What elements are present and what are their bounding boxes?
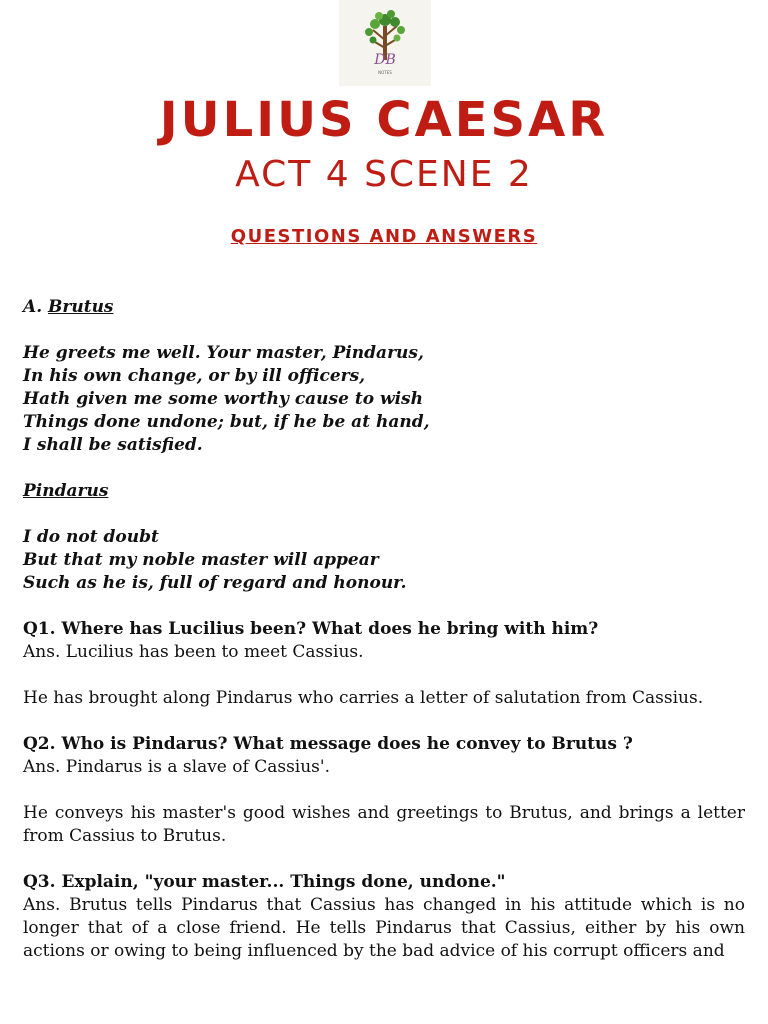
logo bbox=[339, 0, 431, 86]
logo-letters: DB bbox=[374, 52, 396, 68]
verse-line: Things done undone; but, if he be at hand, bbox=[23, 412, 430, 432]
verse-line: Such as he is, full of regard and honour. bbox=[23, 573, 407, 593]
passage-label: A. bbox=[23, 297, 43, 317]
verse-line: He greets me well. Your master, Pindarus, bbox=[23, 343, 424, 363]
document-body bbox=[23, 296, 745, 963]
tree-icon bbox=[339, 0, 431, 86]
question-3: Q3. Explain, "your master... Things done, undone." bbox=[23, 872, 506, 892]
verse-line: I do not doubt bbox=[23, 527, 159, 547]
logo-tagline: NOTES bbox=[378, 70, 392, 75]
section-heading: QUESTIONS AND ANSWERS bbox=[230, 226, 538, 247]
answer-2-line-2: He conveys his master's good wishes and greetings to Brutus, and brings a letter from Cassius to Brutus. bbox=[23, 803, 745, 846]
page-subtitle: ACT 4 SCENE 2 bbox=[235, 154, 533, 195]
speaker-name: Pindarus bbox=[23, 481, 109, 501]
verse-line: I shall be satisfied. bbox=[23, 435, 203, 455]
verse-line: But that my noble master will appear bbox=[23, 550, 379, 570]
answer-1-line-1: Ans. Lucilius has been to meet Cassius. bbox=[23, 642, 364, 662]
question-1: Q1. Where has Lucilius been? What does he bring with him? bbox=[23, 619, 599, 639]
verse-line: In his own change, or by ill officers, bbox=[23, 366, 366, 386]
question-2: Q2. Who is Pindarus? What message does he convey to Brutus ? bbox=[23, 734, 633, 754]
speaker-brutus bbox=[23, 296, 745, 319]
verse-line: Hath given me some worthy cause to wish bbox=[23, 389, 423, 409]
answer-1-line-2: He has brought along Pindarus who carries a letter of salutation from Cassius. bbox=[23, 688, 704, 708]
answer-2-line-1: Ans. Pindarus is a slave of Cassius'. bbox=[23, 757, 330, 777]
speaker-pindarus bbox=[23, 480, 745, 503]
page-title: JULIUS CAESAR bbox=[159, 92, 609, 148]
verse-pindarus bbox=[23, 526, 745, 595]
verse-brutus bbox=[23, 342, 745, 457]
speaker-name: Brutus bbox=[48, 297, 114, 317]
answer-3-line-1: Ans. Brutus tells Pindarus that Cassius has changed in his attitude which is no longer that of a close friend. He tells Pindarus that Cassius, either by his own actions or owing to being influenced by the bad advice of his corrupt officers and bbox=[23, 895, 745, 961]
